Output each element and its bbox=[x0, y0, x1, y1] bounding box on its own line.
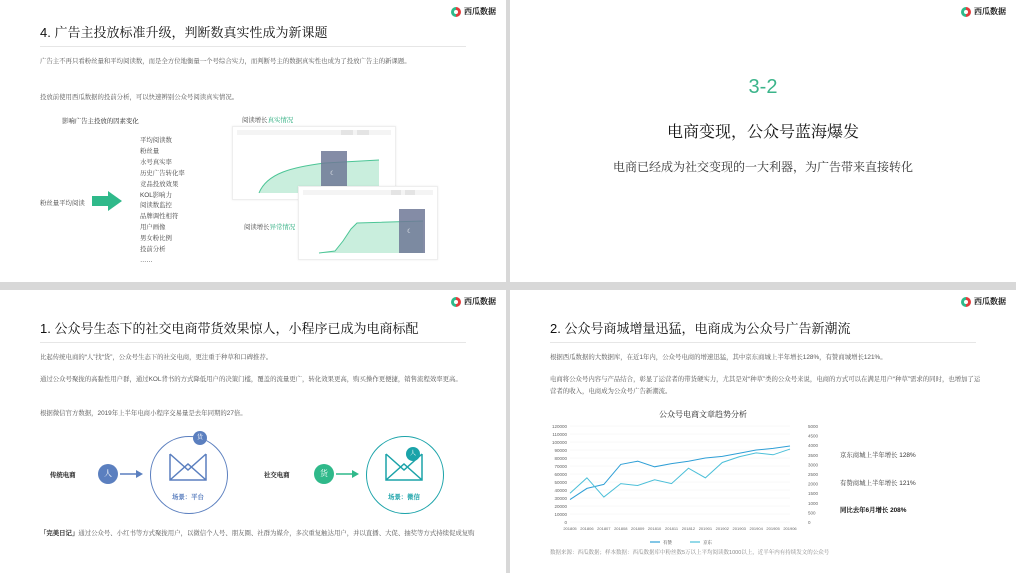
y-right-tick-label: 0 bbox=[808, 520, 811, 525]
arrow-right-icon bbox=[120, 469, 144, 479]
ecommerce-trend-chart bbox=[538, 422, 820, 550]
brand-logo bbox=[961, 6, 1006, 17]
brand-logo-text: 西瓜数据 bbox=[464, 7, 496, 16]
y-left-tick-label: 10000 bbox=[554, 512, 567, 517]
y-left-tick-label: 80000 bbox=[554, 456, 567, 461]
x-tick-label: 201812 bbox=[681, 526, 696, 531]
y-left-tick-label: 120000 bbox=[551, 424, 567, 429]
arrow-right-icon bbox=[336, 469, 360, 479]
factor-item: 投前分析 bbox=[140, 246, 166, 254]
divider bbox=[550, 342, 976, 343]
factor-item: 水号真实率 bbox=[140, 158, 172, 166]
y-left-tick-label: 30000 bbox=[554, 496, 567, 501]
x-tick-label: 201807 bbox=[597, 526, 611, 531]
x-tick-label: 201806 bbox=[580, 526, 594, 531]
y-right-tick-label: 2000 bbox=[808, 481, 819, 487]
factor-item: 粉丝量 bbox=[140, 147, 160, 155]
y-left-tick-label: 110000 bbox=[552, 432, 567, 437]
y-right-tick-label: 4000 bbox=[808, 443, 819, 449]
x-tick-label: 201906 bbox=[783, 526, 797, 531]
x-tick-label: 201901 bbox=[698, 526, 713, 531]
svg-text:☾: ☾ bbox=[330, 170, 336, 177]
watermelon-icon bbox=[451, 297, 461, 307]
left-label: 粉丝量平均阅读 bbox=[40, 200, 85, 207]
brand-logo-text: 西瓜数据 bbox=[974, 297, 1006, 306]
divider bbox=[40, 342, 466, 343]
youzan-growth-annotation: 有赞商城上半年增长 121% bbox=[840, 480, 916, 487]
x-tick-label: 201805 bbox=[563, 526, 577, 531]
x-tick-label: 201903 bbox=[732, 526, 746, 531]
section-subtitle: 电商已经成为社交变现的一大利器，为广告带来直接转化 bbox=[612, 160, 913, 174]
read-growth-abnormal-chart bbox=[298, 186, 438, 260]
goods-icon: 货 bbox=[314, 464, 334, 484]
y-right-tick-label: 3000 bbox=[808, 462, 819, 468]
y-right-tick-label: 4500 bbox=[808, 433, 819, 439]
x-tick-label: 201810 bbox=[647, 526, 662, 531]
factor-item: 平均阅读数 bbox=[140, 137, 172, 144]
factor-item: 竞品投放效果 bbox=[140, 180, 179, 188]
x-tick-label: 201811 bbox=[665, 526, 679, 531]
y-right-tick-label: 500 bbox=[808, 510, 816, 516]
chart1-label: 阅读增长真实情况 bbox=[242, 117, 294, 124]
jd-growth-annotation: 京东商城上半年增长 128% bbox=[840, 452, 916, 459]
slide3-para1: 比起传统电商的“人”找“货”，公众号生态下的社交电商，更注重于种草和口碑推荐。 bbox=[40, 354, 273, 361]
slide4-title: 2. 公众号商城增量迅猛，电商成为公众号广告新潮流 bbox=[550, 321, 851, 336]
y-right-tick-label: 5000 bbox=[808, 424, 819, 429]
platform-scene: 场景：平台 bbox=[172, 494, 204, 501]
section-title: 电商变现，公众号蓝海爆发 bbox=[666, 124, 859, 141]
slide3-para4: 「完美日记」通过公众号、小红书等方式聚拢用户，以微信个人号、朋友圈、社群为媒介，多次重复触达用户，并以直播、大促、抽奖等方式持续促成复购 bbox=[40, 530, 475, 537]
slide-ecommerce-growth bbox=[510, 290, 1016, 573]
social-ecommerce-label: 社交电商 bbox=[264, 472, 290, 479]
watermelon-icon bbox=[451, 7, 461, 17]
watermelon-icon bbox=[961, 297, 971, 307]
yoy-growth-annotation: 同比去年6月增长 208% bbox=[840, 507, 907, 514]
slide1-title: 4. 广告主投放标准升级，判断数真实性成为新课题 bbox=[40, 25, 328, 40]
y-left-tick-label: 60000 bbox=[554, 472, 567, 477]
y-left-tick-label: 0 bbox=[564, 520, 567, 525]
watermelon-icon bbox=[961, 7, 971, 17]
factor-item: 男女粉比例 bbox=[140, 235, 172, 243]
y-left-tick-label: 50000 bbox=[554, 480, 567, 485]
brand-logo-text: 西瓜数据 bbox=[464, 297, 496, 306]
y-left-tick-label: 40000 bbox=[554, 488, 567, 493]
x-tick-label: 201808 bbox=[614, 526, 628, 531]
y-left-tick-label: 90000 bbox=[554, 448, 567, 453]
factor-list bbox=[140, 136, 185, 267]
slide-ad-standard bbox=[0, 0, 506, 282]
y-left-tick-label: 100000 bbox=[551, 440, 567, 445]
y-right-tick-label: 1500 bbox=[808, 491, 819, 497]
divider bbox=[40, 46, 466, 47]
y-right-tick-label: 2500 bbox=[808, 472, 819, 477]
slide1-para2: 投放前使用西瓜数据的投前分析，可以快速辨别公众号阅读真实情况。 bbox=[40, 94, 239, 101]
x-tick-label: 201902 bbox=[715, 526, 729, 531]
slide3-para3: 根据微信官方数据，2019年上半年电商小程序交易量是去年同期的27倍。 bbox=[40, 410, 247, 417]
brand-logo bbox=[451, 296, 496, 307]
data-source: 数据来源：西瓜数据；样本数据：西瓜数据库中粉丝数5万以上平均阅读数1000以上，近半年内有持续发文的公众号 bbox=[550, 550, 830, 556]
factor-item: KOL影响力 bbox=[140, 191, 172, 199]
brand-logo-text: 西瓜数据 bbox=[974, 7, 1006, 16]
factors-title: 影响广告主投放的因素变化 bbox=[62, 118, 139, 125]
abnormal-growth-graph bbox=[299, 187, 437, 259]
x-tick-label: 201905 bbox=[766, 526, 780, 531]
legend-label: 有赞 bbox=[663, 540, 672, 545]
x-tick-label: 201809 bbox=[631, 526, 645, 531]
chart-title: 公众号电商文章趋势分析 bbox=[659, 410, 747, 419]
slide-section-cover bbox=[510, 0, 1016, 282]
slide4-para1: 根据西瓜数据的大数据库，在近1年内，公众号电商的增速迅猛，其中京东商城上半年增长128%，有赞商城增长121%。 bbox=[550, 354, 887, 361]
y-right-tick-label: 3500 bbox=[808, 452, 819, 458]
x-tick-label: 201904 bbox=[749, 526, 763, 531]
slide-social-ecommerce bbox=[0, 290, 506, 573]
slide3-para2: 通过公众号聚拢的高黏性用户群，通过KOL背书的方式降低用户的决策门槛，覆盖的流量更广，转化效果更高，购买操作更便捷，销售流程效率更高。 bbox=[40, 376, 462, 383]
factor-item: …… bbox=[140, 256, 153, 264]
arrow-right-icon bbox=[92, 191, 122, 211]
wechat-scene: 场景：微信 bbox=[388, 494, 420, 501]
traditional-ecommerce-label: 传统电商 bbox=[50, 472, 76, 479]
factor-item: 历史广告转化率 bbox=[140, 169, 185, 177]
factor-item: 品牌调性相符 bbox=[140, 213, 179, 221]
legend-label: 京东 bbox=[703, 540, 712, 545]
goods-icon: 货 bbox=[193, 431, 207, 445]
brand-logo bbox=[451, 6, 496, 17]
person-icon: 人 bbox=[98, 464, 118, 484]
chart2-label: 阅读增长异常情况 bbox=[244, 224, 296, 231]
svg-text:☾: ☾ bbox=[407, 228, 413, 235]
person-icon: 人 bbox=[406, 447, 420, 461]
y-left-tick-label: 70000 bbox=[554, 464, 567, 469]
crown-box-icon bbox=[168, 452, 208, 482]
slide3-title: 1. 公众号生态下的社交电商带货效果惊人，小程序已成为电商标配 bbox=[40, 321, 419, 336]
slide4-para2: 电商将公众号内容与产品结合，彰显了运营者的带货硬实力，尤其是对“种草”类的公众号来说，电商的方式可以在满足用户“种草”需求的同时，也增加了运营者的收入，电商成为公众号广告新潮流。 bbox=[550, 376, 981, 395]
series-line-youzan bbox=[570, 446, 790, 500]
section-number: 3-2 bbox=[748, 76, 778, 98]
brand-logo bbox=[961, 296, 1006, 307]
y-left-tick-label: 20000 bbox=[554, 504, 567, 509]
factor-item: 阅读数监控 bbox=[140, 202, 172, 210]
crown-box-icon bbox=[384, 452, 424, 482]
slide1-para1: 广告主不再只看粉丝量和平均阅读数，而是全方位地衡量一个号综合实力，而判断号主的数据真实性也成为了投放广告主的新课题。 bbox=[40, 58, 411, 65]
factor-item: 用户画像 bbox=[140, 224, 166, 232]
y-right-tick-label: 1000 bbox=[808, 500, 819, 506]
